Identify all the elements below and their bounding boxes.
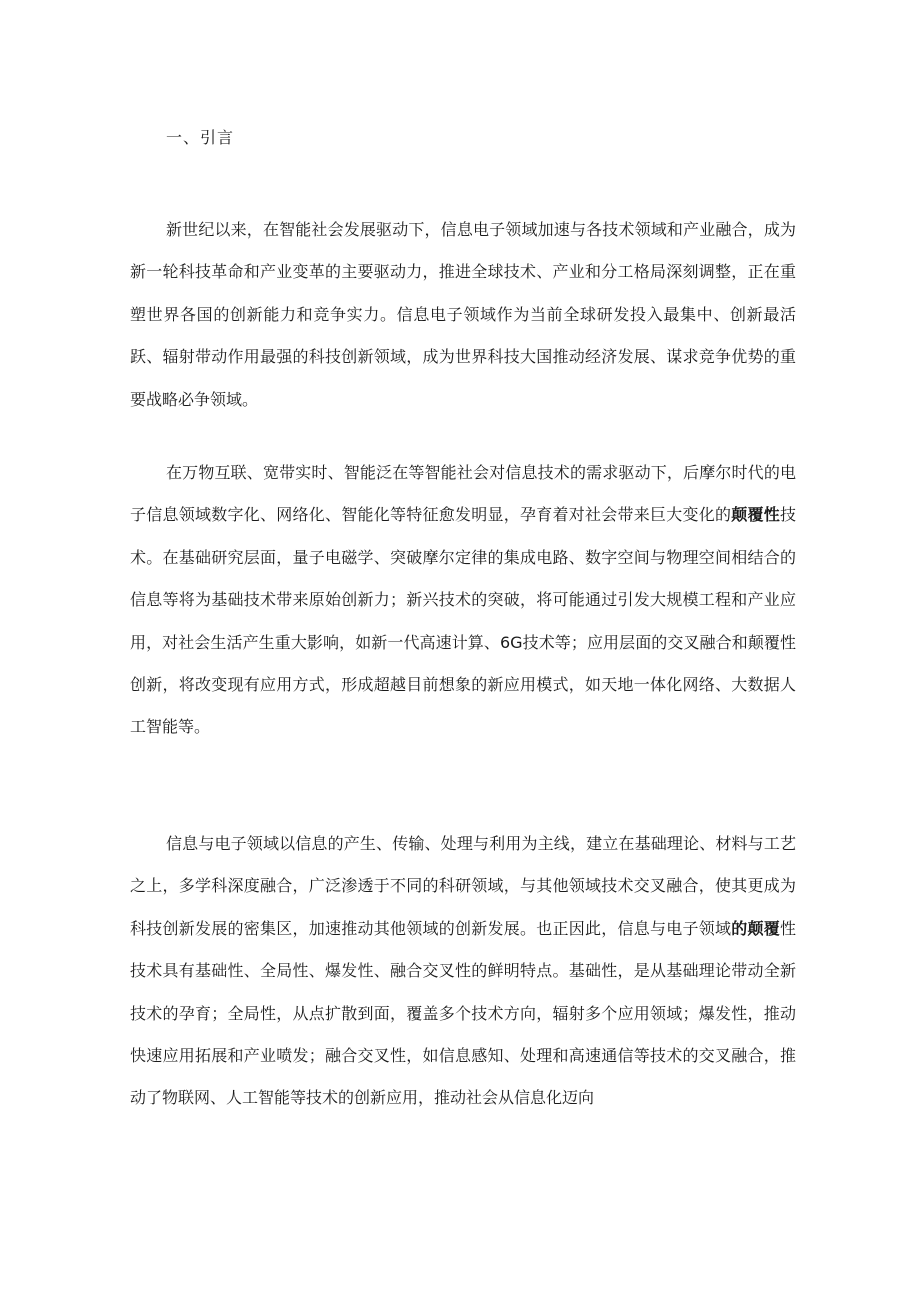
section-heading: 一、引言 <box>166 128 235 147</box>
paragraph-2-text-after: 技术。在基础研究层面，量子电磁学、突破摩尔定律的集成电路、数字空间与物理空间相结合的信息等将为基础技术带来原始创新力；新兴技术的突破，将可能通过引发大规模工程和产业应用，对社会生活产生重大影响，如新一代高速计算、6G技术等；应用层面的交叉融合和颠覆性创新，将改变现有应用方式，形成超越目前想象的新应用模式，如天地一体化网络、大数据人工智能等。 <box>130 505 796 737</box>
paragraph-2-text-before: 在万物互联、宽带实时、智能泛在等智能社会对信息技术的需求驱动下，后摩尔时代的电子信息领域数字化、网络化、智能化等特征愈发明显，孕育着对社会带来巨大变化的 <box>130 463 796 525</box>
paragraph-2-bold-term: 颠覆性 <box>731 505 780 525</box>
paragraph-1-text: 新世纪以来，在智能社会发展驱动下，信息电子领域加速与各技术领域和产业融合，成为新一轮科技革命和产业变革的主要驱动力，推进全球技术、产业和分工格局深刻调整，正在重塑世界各国的创新能力和竞争实力。信息电子领域作为当前全球研发投入最集中、创新最活跃、辐射带动作用最强的科技创新领域，成为世界科技大国推动经济发展、谋求竞争优势的重要战略必争领域。 <box>130 220 796 409</box>
paragraph-1 <box>130 209 796 421</box>
paragraph-3-text-after: 性技术具有基础性、全局性、爆发性、融合交叉性的鲜明特点。基础性，是从基础理论带动全新技术的孕育；全局性，从点扩散到面，覆盖多个技术方向，辐射多个应用领域；爆发性，推动快速应用拓展和产业喷发；融合交叉性，如信息感知、处理和高速通信等技术的交叉融合，推动了物联网、人工智能等技术的创新应用，推动社会从信息化迈向 <box>130 918 796 1108</box>
paragraph-3-bold-term: 的颠覆 <box>731 918 780 938</box>
paragraph-3 <box>130 823 796 1120</box>
paragraph-3-text-before: 信息与电子领域以信息的产生、传输、处理与利用为主线，建立在基础理论、材料与工艺之上，多学科深度融合，广泛渗透于不同的科研领域，与其他领域技术交叉融合，使其更成为科技创新发展的密集区，加速推动其他领域的创新发展。也正因此，信息与电子领域 <box>130 834 796 938</box>
paragraph-2 <box>130 452 796 749</box>
